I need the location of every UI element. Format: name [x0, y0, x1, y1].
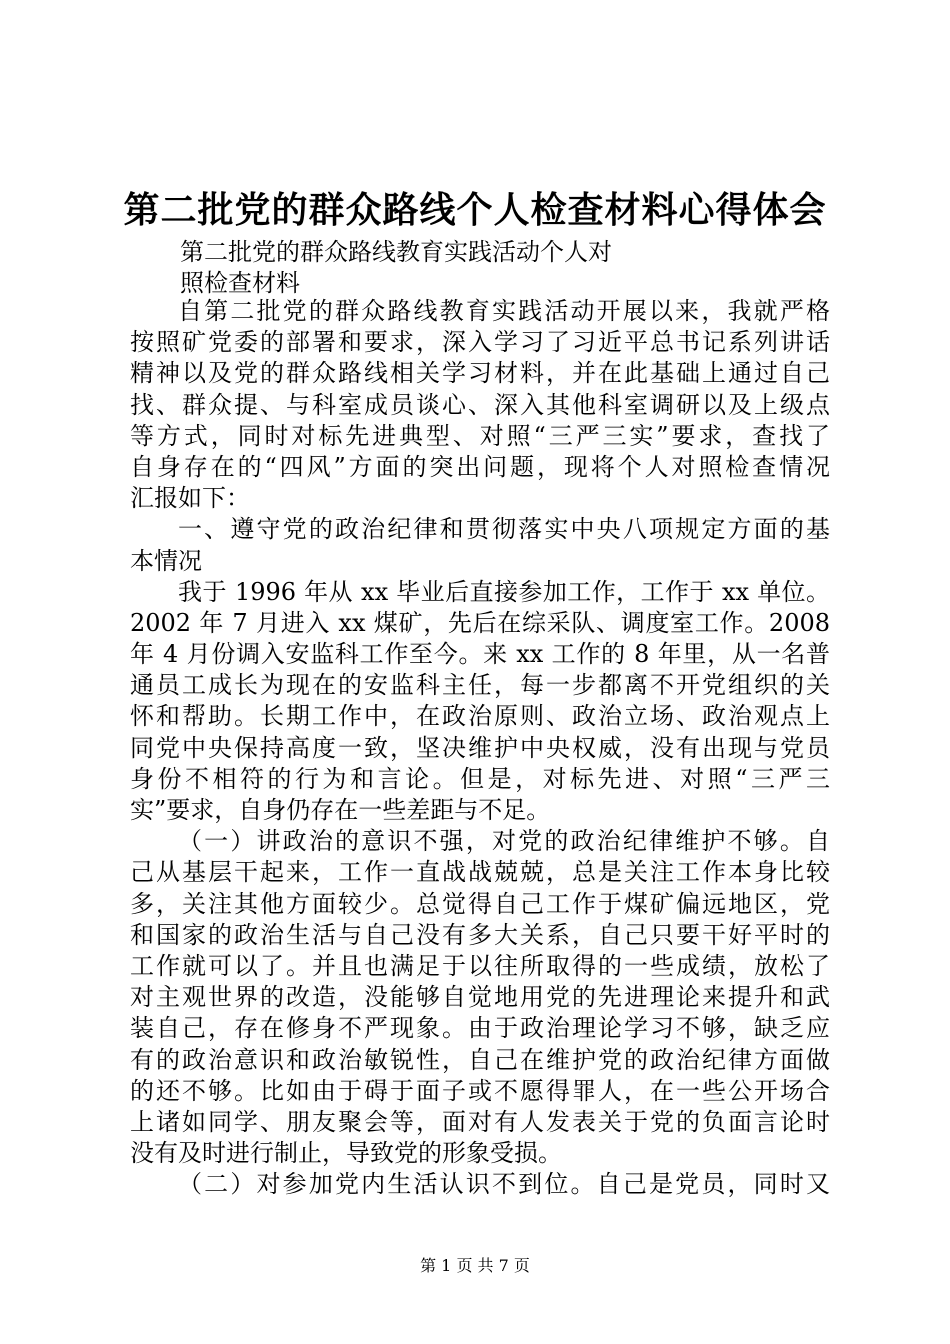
text-line: 没有及时进行制止，导致党的形象受损。	[130, 1139, 562, 1168]
subtitle-line: 第二批党的群众路线教育实践活动个人对	[180, 238, 612, 266]
text-line: 本情况	[130, 546, 202, 575]
text-line: 同党中央保持高度一致，坚决维护中央权威，没有出现与党员	[130, 733, 830, 762]
paragraph	[130, 826, 830, 1169]
text-line: 装自己，存在修身不严现象。由于政治理论学习不够，缺乏应	[130, 1014, 830, 1043]
text-line: （一）讲政治的意识不强，对党的政治纪律维护不够。自	[178, 827, 830, 856]
text-line: 身份不相符的行为和言论。但是，对标先进、对照“三严三	[130, 764, 830, 793]
text-line: 己从基层干起来，工作一直战战兢兢，总是关注工作本身比较	[130, 858, 830, 887]
paragraph	[130, 1169, 830, 1200]
text-line: 等方式，同时对标先进典型、对照“三严三实”要求，查找了	[130, 421, 830, 450]
text-line: 精神以及党的群众路线相关学习材料，并在此基础上通过自己	[130, 359, 830, 388]
text-line: 怀和帮助。长期工作中，在政治原则、政治立场、政治观点上	[130, 702, 830, 731]
text-line: 实”要求，自身仍存在一些差距与不足。	[130, 796, 551, 824]
document-body	[130, 296, 830, 1200]
page-footer: 第 1 页 共 7 页	[420, 1256, 530, 1275]
text-line: 2002 年 7 月进入 xx 煤矿，先后在综采队、调度室工作。2008	[130, 608, 830, 637]
document-subtitle	[180, 237, 612, 299]
text-line: 年 4 月份调入安监科工作至今。来 xx 工作的 8 年里，从一名普	[130, 640, 830, 669]
text-line: 按照矿党委的部署和要求，深入学习了习近平总书记系列讲话	[130, 328, 830, 357]
paragraph	[130, 296, 830, 514]
text-line: 自第二批党的群众路线教育实践活动开展以来，我就严格	[178, 297, 830, 325]
text-line: 汇报如下：	[130, 484, 250, 513]
paragraph	[130, 577, 830, 827]
text-line: 上诸如同学、朋友聚会等，面对有人发表关于党的负面言论时	[130, 1107, 830, 1136]
section-heading	[130, 514, 830, 576]
text-line: 自身存在的“四风”方面的突出问题，现将个人对照检查情况	[130, 452, 830, 481]
text-line: 找、群众提、与科室成员谈心、深入其他科室调研以及上级点	[130, 390, 830, 419]
subtitle-line: 照检查材料	[180, 269, 300, 297]
text-line: 和国家的政治生活与自己没有多大关系，自己只要干好平时的	[130, 920, 830, 949]
text-line: 我于 1996 年从 xx 毕业后直接参加工作，工作于 xx 单位。	[178, 577, 830, 606]
document-title: 第二批党的群众路线个人检查材料心得体会	[123, 189, 827, 231]
text-line: 有的政治意识和政治敏锐性，自己在维护党的政治纪律方面做	[130, 1045, 830, 1074]
text-line: 通员工成长为现在的安监科主任，每一步都离不开党组织的关	[130, 671, 830, 700]
text-line: 的还不够。比如由于碍于面子或不愿得罪人，在一些公开场合	[130, 1076, 830, 1105]
text-line: 多，关注其他方面较少。总觉得自己工作于煤矿偏远地区，党	[130, 889, 830, 918]
text-line: 对主观世界的改造，没能够自觉地用党的先进理论来提升和武	[130, 983, 830, 1012]
text-line: 工作就可以了。并且也满足于以往所取得的一些成绩，放松了	[130, 951, 830, 980]
text-line: 一、遵守党的政治纪律和贯彻落实中央八项规定方面的基	[178, 515, 830, 544]
text-line: （二）对参加党内生活认识不到位。自己是党员，同时又	[178, 1170, 830, 1199]
